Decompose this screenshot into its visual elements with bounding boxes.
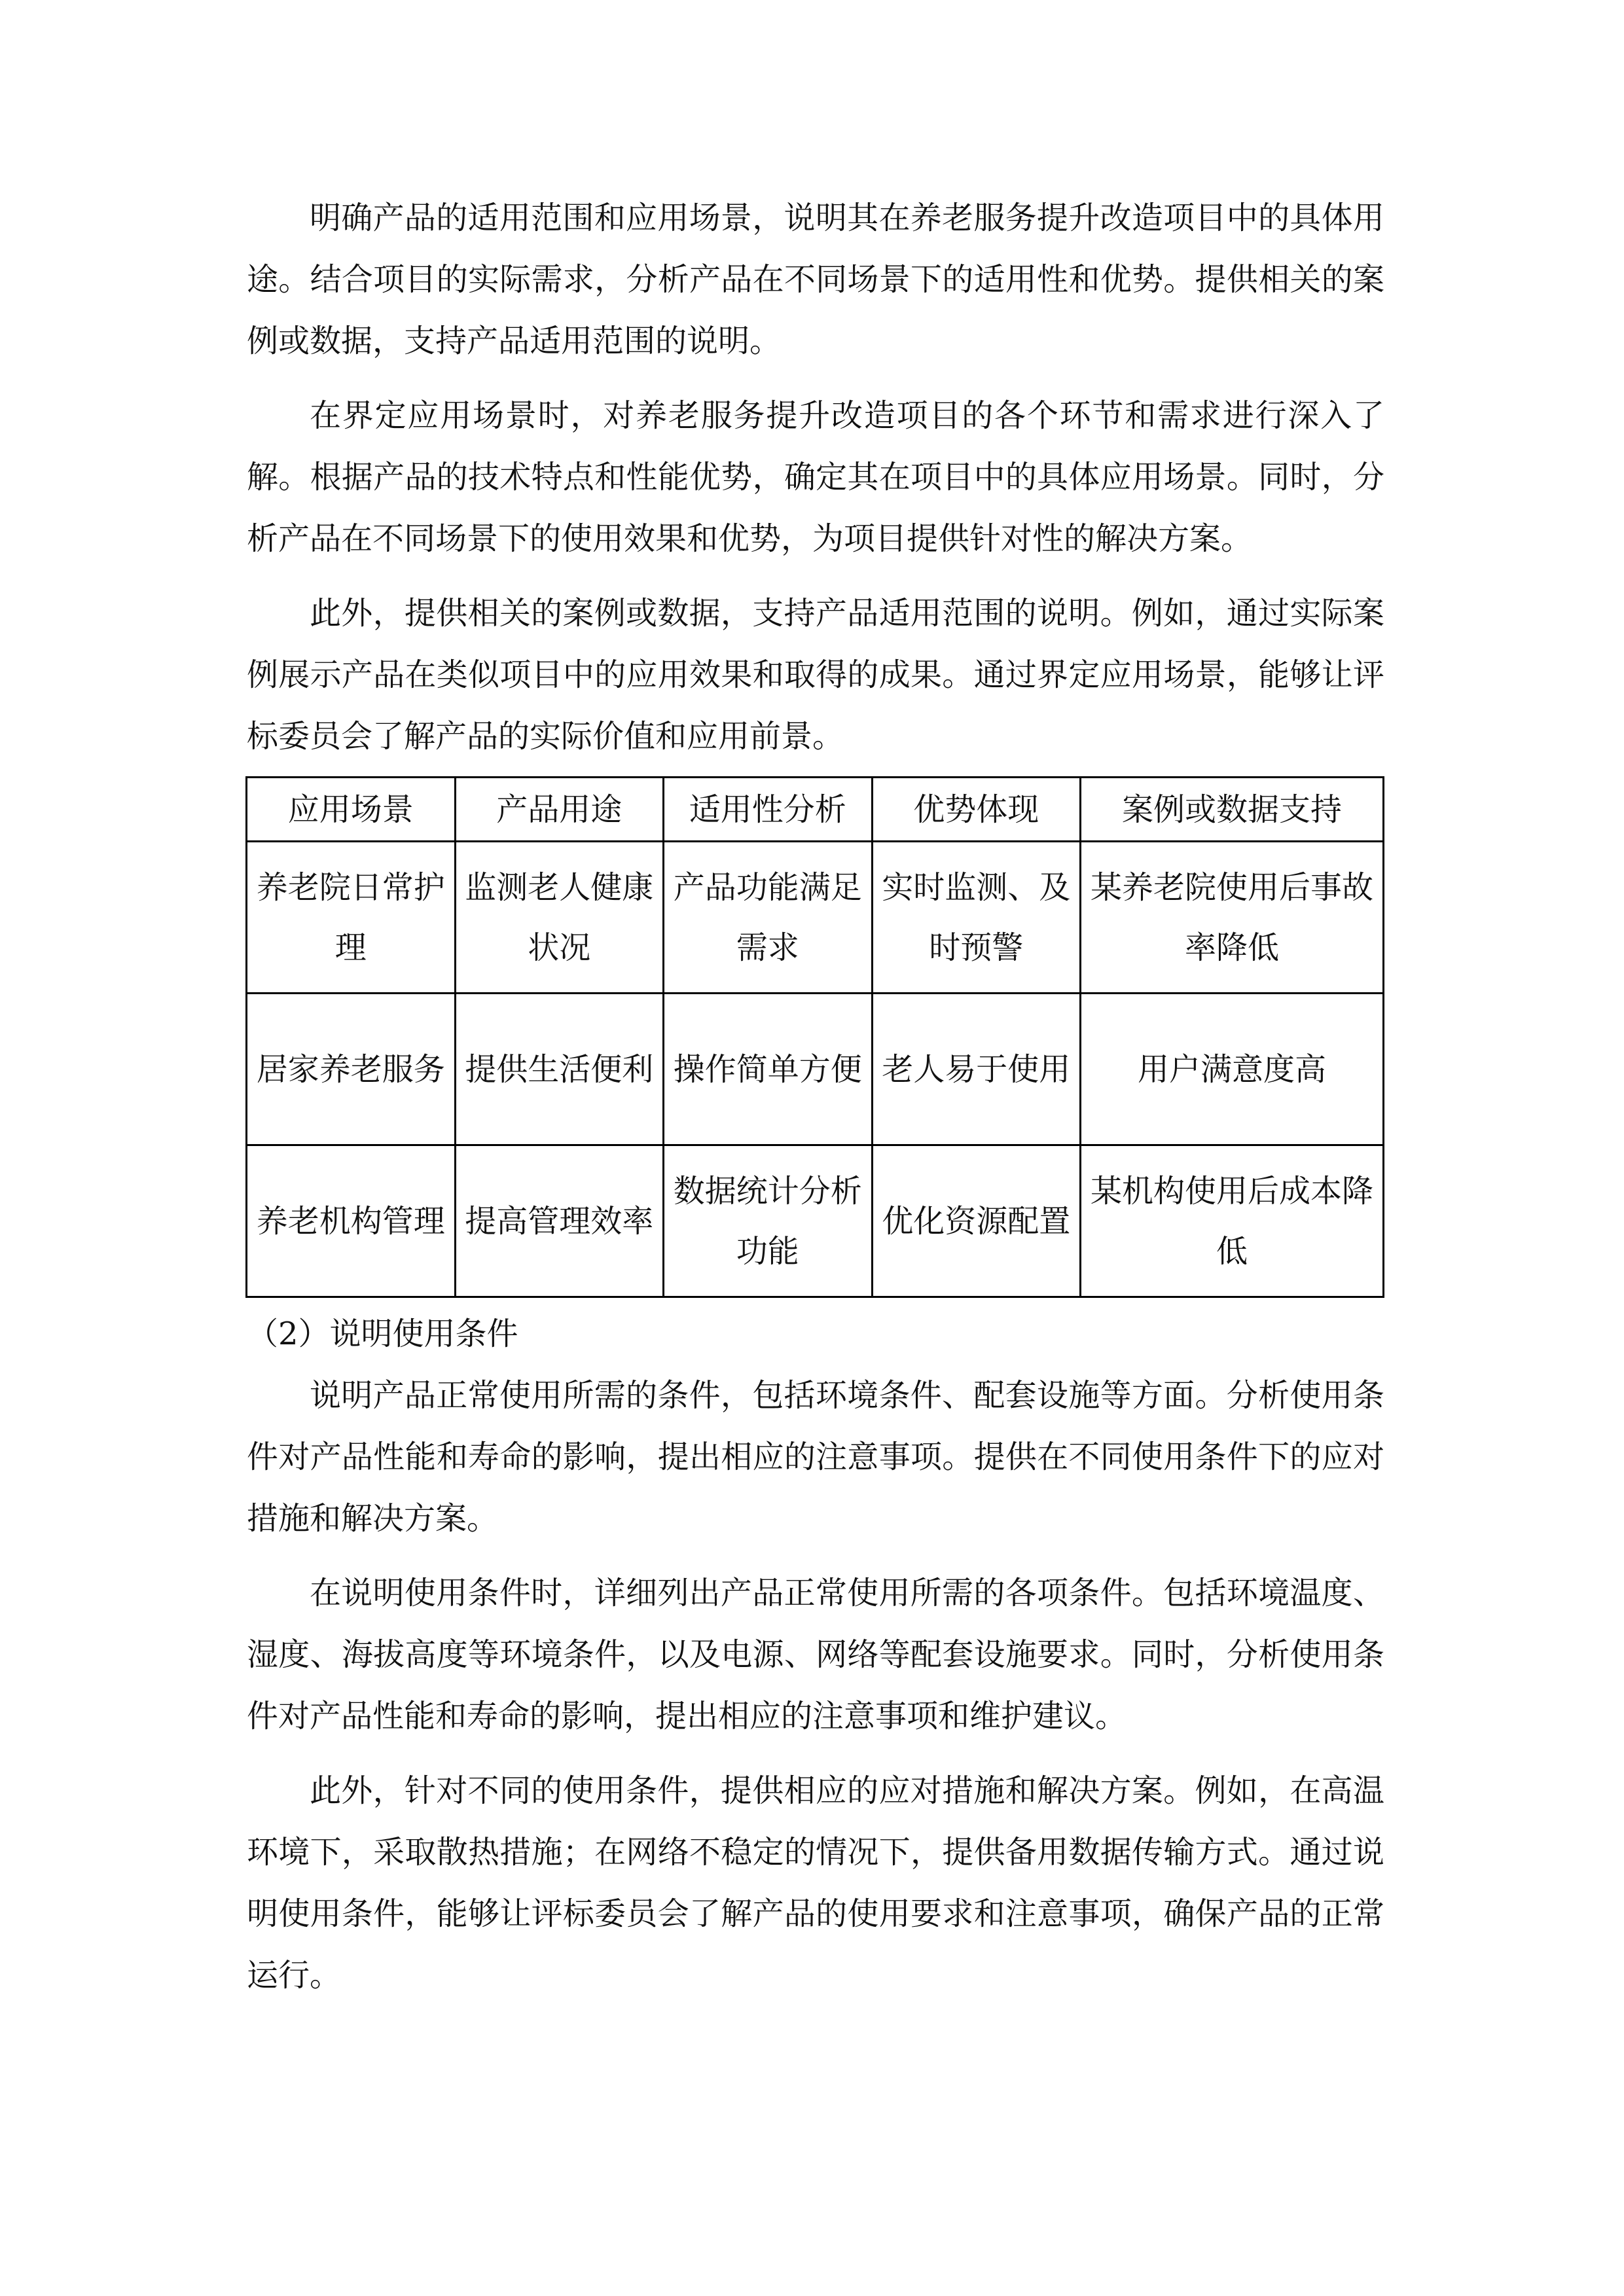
table-cell: 监测老人健康状况	[455, 842, 664, 994]
header-cell: 产品用途	[455, 778, 664, 842]
table-cell: 产品功能满足需求	[664, 842, 873, 994]
header-cell: 优势体现	[872, 778, 1081, 842]
document-body	[247, 187, 1384, 2019]
table-row	[247, 994, 1384, 1145]
table-cell: 优化资源配置	[872, 1145, 1081, 1297]
table-header-row	[247, 778, 1384, 842]
table-cell: 老人易于使用	[872, 994, 1081, 1145]
table-cell: 数据统计分析功能	[664, 1145, 873, 1297]
table-cell: 居家养老服务	[247, 994, 456, 1145]
paragraph: 说明产品正常使用所需的条件，包括环境条件、配套设施等方面。分析使用条件对产品性能和寿命的影响，提出相应的注意事项。提供在不同使用条件下的应对措施和解决方案。	[247, 1377, 1384, 1537]
table-row	[247, 842, 1384, 994]
header-cell: 适用性分析	[664, 778, 873, 842]
table-cell: 养老机构管理	[247, 1145, 456, 1297]
table-cell: 提高管理效率	[455, 1145, 664, 1297]
table-cell: 实时监测、及时预警	[872, 842, 1081, 994]
paragraph: 明确产品的适用范围和应用场景，说明其在养老服务提升改造项目中的具体用途。结合项目的实际需求，分析产品在不同场景下的适用性和优势。提供相关的案例或数据，支持产品适用范围的说明。	[247, 200, 1384, 359]
table-row	[247, 1145, 1384, 1297]
paragraph: 在界定应用场景时，对养老服务提升改造项目的各个环节和需求进行深入了解。根据产品的技术特点和性能优势，确定其在项目中的具体应用场景。同时，分析产品在不同场景下的使用效果和优势，为项目提供针对性的解决方案。	[247, 397, 1384, 557]
table-cell: 养老院日常护理	[247, 842, 456, 994]
table-cell: 提供生活便利	[455, 994, 664, 1145]
paragraph: 此外，提供相关的案例或数据，支持产品适用范围的说明。例如，通过实际案例展示产品在类似项目中的应用效果和取得的成果。通过界定应用场景，能够让评标委员会了解产品的实际价值和应用前景。	[247, 595, 1384, 755]
table-cell: 某养老院使用后事故率降低	[1081, 842, 1384, 994]
application-scenario-table	[245, 776, 1384, 1298]
table-cell: 操作简单方便	[664, 994, 873, 1145]
paragraph: 此外，针对不同的使用条件，提供相应的应对措施和解决方案。例如，在高温环境下，采取散热措施；在网络不稳定的情况下，提供备用数据传输方式。通过说明使用条件，能够让评标委员会了解产品的使用要求和注意事项，确保产品的正常运行。	[247, 1772, 1384, 1994]
header-cell: 应用场景	[247, 778, 456, 842]
header-cell: 案例或数据支持	[1081, 778, 1384, 842]
paragraph: 在说明使用条件时，详细列出产品正常使用所需的各项条件。包括环境温度、湿度、海拔高度等环境条件，以及电源、网络等配套设施要求。同时，分析使用条件对产品性能和寿命的影响，提出相应的注意事项和维护建议。	[247, 1575, 1384, 1734]
section-heading: （2）说明使用条件	[247, 1316, 518, 1352]
table-cell: 用户满意度高	[1081, 994, 1384, 1145]
table-cell: 某机构使用后成本降低	[1081, 1145, 1384, 1297]
